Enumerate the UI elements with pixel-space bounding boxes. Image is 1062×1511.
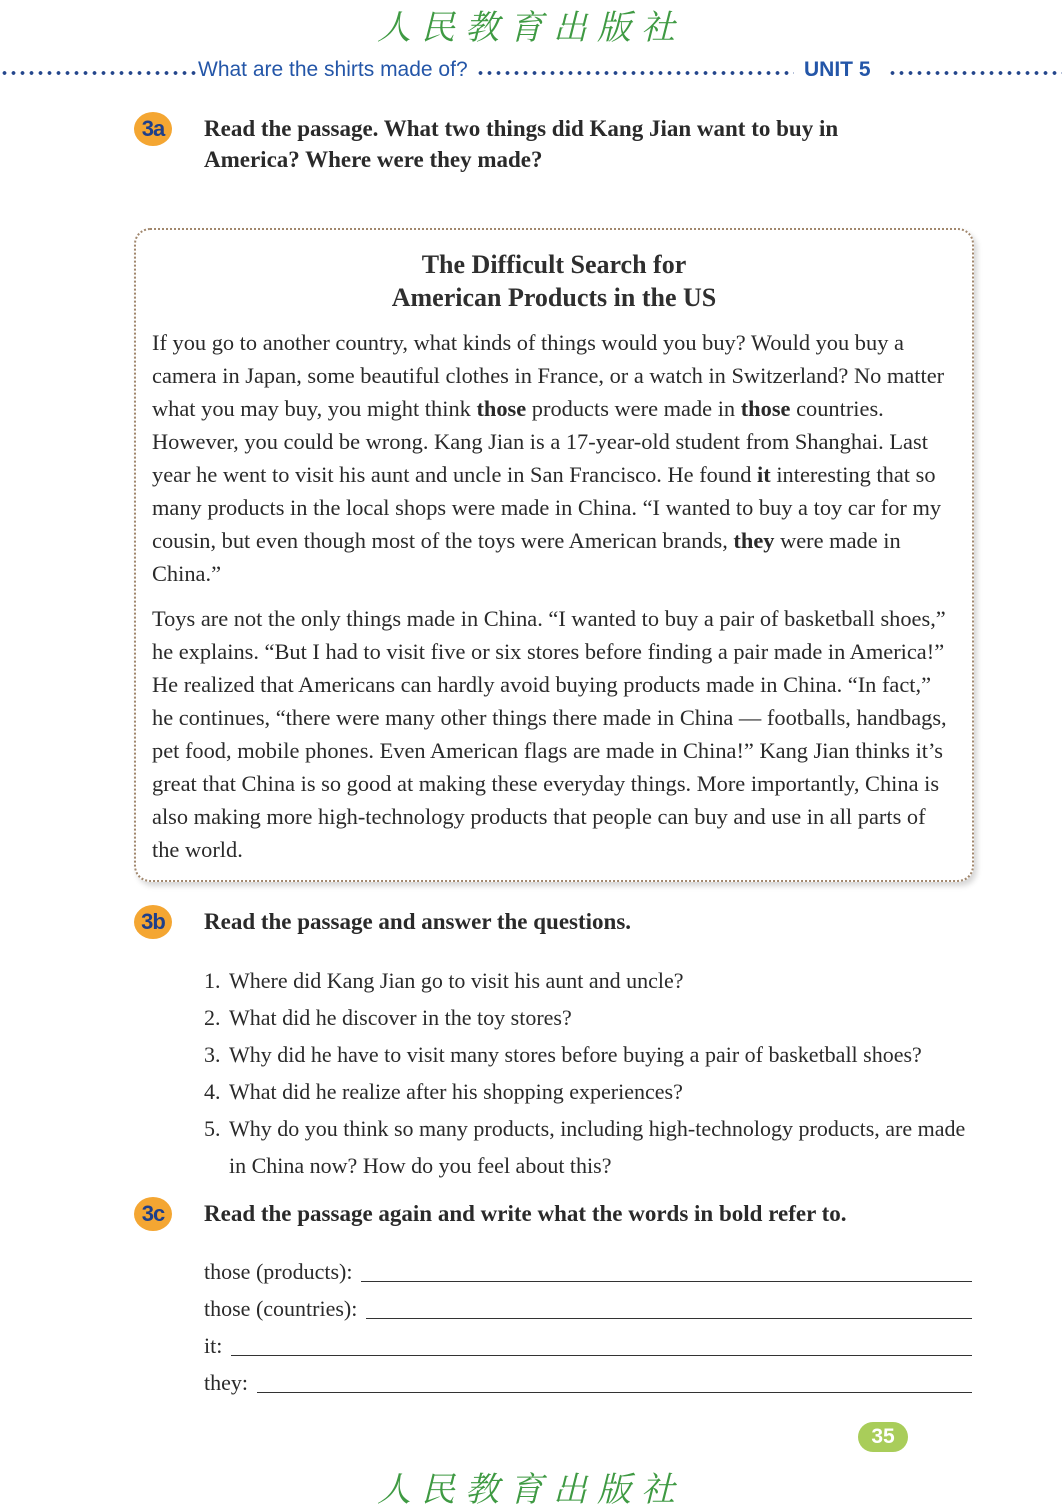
dotted-divider [476,70,794,76]
question-number: 2. [204,1005,221,1030]
bold-word-those-countries: those [740,396,791,421]
answer-blank-line[interactable] [257,1391,972,1393]
question-number: 1. [204,968,221,993]
answer-label: it: [204,1333,223,1358]
instruction-3a-line2: America? Where were they made? [204,147,543,172]
answer-blank-line[interactable] [231,1354,972,1356]
answer-row-they [204,1361,972,1398]
answer-blank-line[interactable] [366,1317,972,1319]
section-badge-3b: 3b [134,905,172,939]
question-text: Why did he have to visit many stores before buying a pair of basketball shoes? [229,1042,922,1067]
passage-title-line1: The Difficult Search for [421,250,687,279]
instruction-3a-line1: Read the passage. What two things did Kang Jian want to buy in [204,116,839,141]
passage-paragraph-2: Toys are not the only things made in China. “I wanted to buy a pair of basketball shoes,” he explains. “But I had to visit five or six stores before finding a pair made in America!” He realized that Americans can hardly avoid buying products made in China. “In fact,” he continues, “there were many other things there made in China — footballs, handbags, pet food, mobile phones. Even American flags are made in China!” Kang Jian thinks it’s great that China is so good at making these everyday things. More importantly, China is also making more high-technology products that people can buy and use in all parts of the world. [152,606,947,862]
answer-label: they: [204,1370,248,1395]
dotted-divider [0,70,196,76]
answer-row-those-products [204,1250,972,1287]
paragraph-text: countries. However, you could be wrong. Kang Jian is a 17-year-old student from Shanghai. Last year he went to visit his aunt and uncle in San Francisco. He found [152,396,928,487]
dotted-divider [888,70,1062,76]
bold-word-those-products: those [476,396,527,421]
question-text: Where did Kang Jian go to visit his aunt and uncle? [229,968,684,993]
question-number: 3. [204,1042,221,1067]
question-item [204,999,984,1036]
publisher-logo-bottom: 人民教育出版社 [377,1470,685,1510]
question-item [204,962,984,999]
bold-word-it: it [757,462,771,487]
passage-title-line2: American Products in the US [391,283,717,312]
bold-word-they: they [733,528,775,553]
instruction-3c: Read the passage again and write what the words in bold refer to. [204,1201,847,1226]
instruction-3b: Read the passage and answer the questions. [204,909,632,934]
paragraph-text: were made in China.” [152,528,901,586]
section-badge-3a: 3a [134,112,172,146]
passage-paragraph-1 [152,326,952,590]
question-number: 4. [204,1079,221,1104]
header-unit: UNIT 5 [804,58,871,81]
answer-row-those-countries [204,1287,972,1324]
passage-title [0,248,1062,314]
answer-blank-line[interactable] [361,1280,972,1282]
answer-label: those (countries): [204,1296,358,1321]
answer-label: those (products): [204,1259,353,1284]
publisher-logo-top: 人民教育出版社 [377,8,685,48]
page-number: 35 [858,1422,908,1452]
header-title: What are the shirts made of? [198,58,468,81]
question-text: What did he realize after his shopping experiences? [229,1079,683,1104]
paragraph-text: interesting that so many products in the local shops were made in China. “I wanted to buy a toy car for my cousin, but even though most of the toys were American brands, [152,462,942,553]
paragraph-text: If you go to another country, what kinds of things would you buy? Would you buy a camera in Japan, some beautiful clothes in France, or a watch in Switzerland? No matter what you may buy, you might think [152,330,945,421]
instruction-3a [204,113,838,175]
question-item [204,1036,984,1073]
running-header [0,58,1062,88]
paragraph-text: products were made in [526,396,741,421]
section-badge-3c: 3c [134,1197,172,1231]
question-number: 5. [204,1116,221,1141]
question-text: Why do you think so many products, including high-technology products, are made in China now? How do you feel about this? [229,1116,966,1178]
question-list [204,962,984,1184]
answer-row-it [204,1324,972,1361]
question-text: What did he discover in the toy stores? [229,1005,572,1030]
question-item [204,1110,984,1184]
question-item [204,1073,984,1110]
